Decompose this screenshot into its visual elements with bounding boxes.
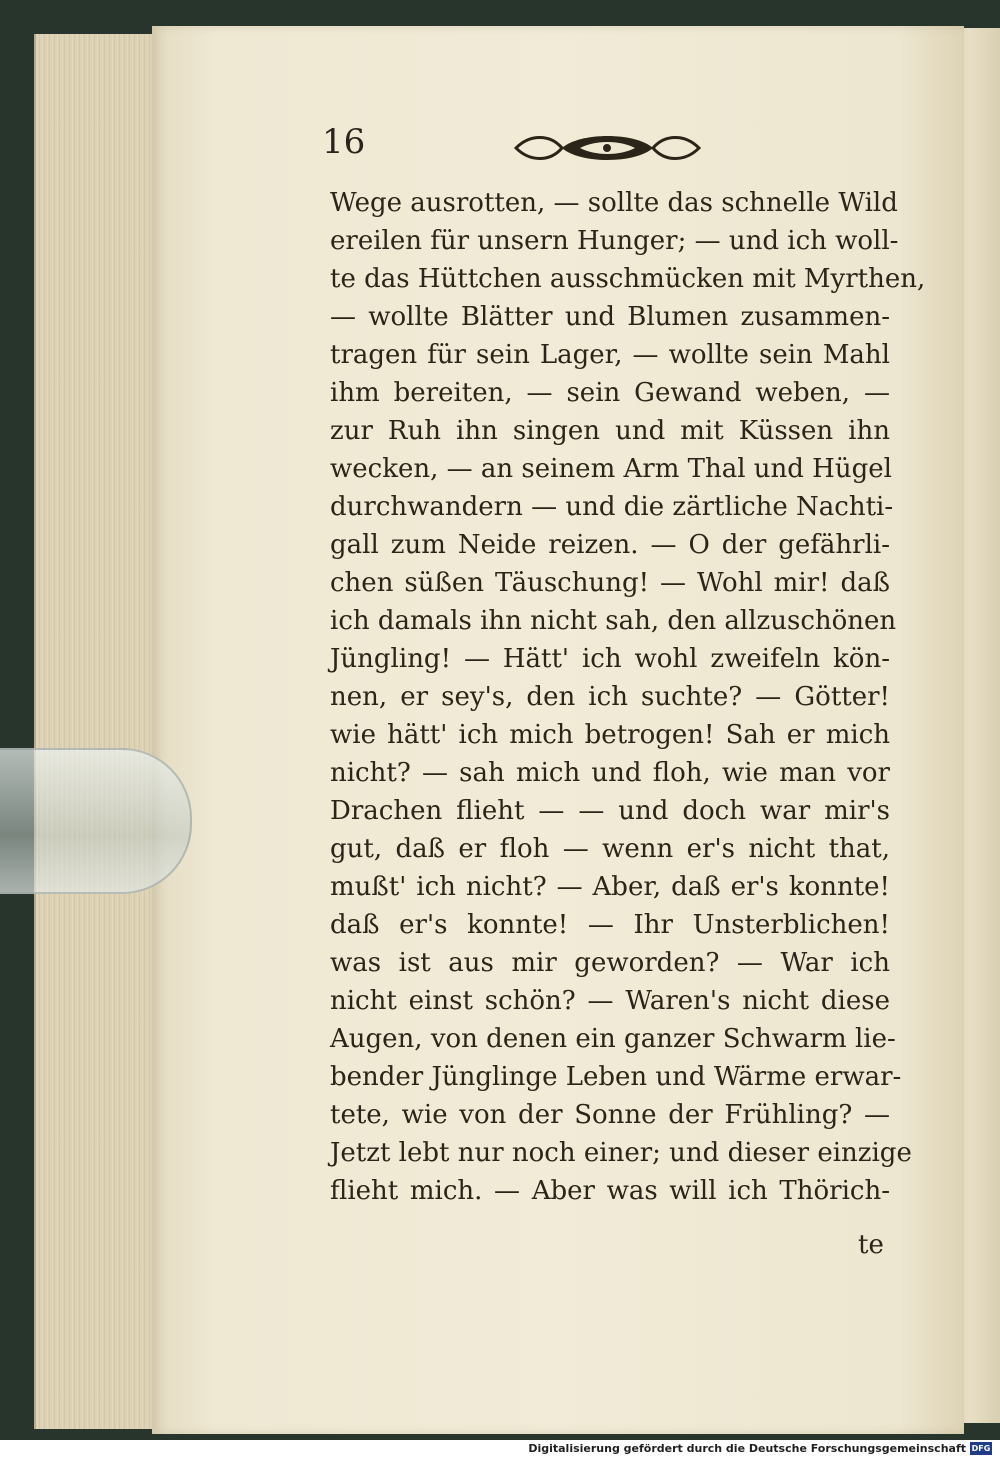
text-line: nicht einst schön? — Waren's nicht diese bbox=[330, 986, 890, 1016]
transparent-bookmark-clip bbox=[0, 748, 192, 894]
text-line: ereilen für unsern Hunger; — und ich woll- bbox=[330, 226, 899, 256]
text-line: wie hätt' ich mich betrogen! Sah er mich bbox=[330, 720, 890, 750]
digitization-credit: Digitalisierung gefördert durch die Deutsche Forschungsgemeinschaft bbox=[528, 1442, 966, 1455]
text-line: Drachen flieht — — und doch war mir's bbox=[330, 796, 890, 826]
page-stack-edge bbox=[34, 34, 166, 1429]
text-line: chen süßen Täuschung! — Wohl mir! daß bbox=[330, 568, 890, 598]
text-line: Augen, von denen ein ganzer Schwarm lie- bbox=[330, 1024, 896, 1054]
text-line: wecken, — an seinem Arm Thal und Hügel bbox=[330, 454, 892, 484]
text-line: zur Ruh ihn singen und mit Küssen ihn bbox=[330, 416, 890, 446]
text-line: ihm bereiten, — sein Gewand weben, — bbox=[330, 378, 890, 408]
text-line: — wollte Blätter und Blumen zusammen- bbox=[330, 302, 890, 332]
body-text bbox=[330, 184, 926, 1210]
text-line: durchwandern — und die zärtliche Nachti- bbox=[330, 492, 894, 522]
text-line: nen, er sey's, den ich suchte? — Götter! bbox=[330, 682, 890, 712]
catchword: te bbox=[858, 1230, 884, 1260]
text-line: gall zum Neide reizen. — O der gefährli- bbox=[330, 530, 890, 560]
text-line: Wege ausrotten, — sollte das schnelle Wild bbox=[330, 188, 898, 218]
text-line: tete, wie von der Sonne der Frühling? — bbox=[330, 1100, 890, 1130]
decorative-header-ornament-icon bbox=[510, 128, 705, 168]
text-line: Jetzt lebt nur noch einer; und dieser einzige bbox=[330, 1138, 912, 1168]
text-line: flieht mich. — Aber was will ich Thörich- bbox=[330, 1176, 890, 1206]
text-line: Jüngling! — Hätt' ich wohl zweifeln kön- bbox=[330, 644, 890, 674]
text-line: ich damals ihn nicht sah, den allzuschönen bbox=[330, 606, 897, 636]
text-line: te das Hüttchen ausschmücken mit Myrthen, bbox=[330, 264, 926, 294]
text-line: nicht? — sah mich und floh, wie man vor bbox=[330, 758, 890, 788]
text-line: mußt' ich nicht? — Aber, daß er's konnte! bbox=[330, 872, 890, 902]
text-line: bender Jünglinge Leben und Wärme erwar- bbox=[330, 1062, 902, 1092]
page-number: 16 bbox=[322, 122, 366, 162]
text-line: gut, daß er floh — wenn er's nicht that, bbox=[330, 834, 890, 864]
text-line: daß er's konnte! — Ihr Unsterblichen! bbox=[330, 910, 890, 940]
text-line: was ist aus mir geworden? — War ich bbox=[330, 948, 890, 978]
dfg-logo: DFG bbox=[971, 1444, 991, 1453]
text-line: tragen für sein Lager, — wollte sein Mahl bbox=[330, 340, 890, 370]
